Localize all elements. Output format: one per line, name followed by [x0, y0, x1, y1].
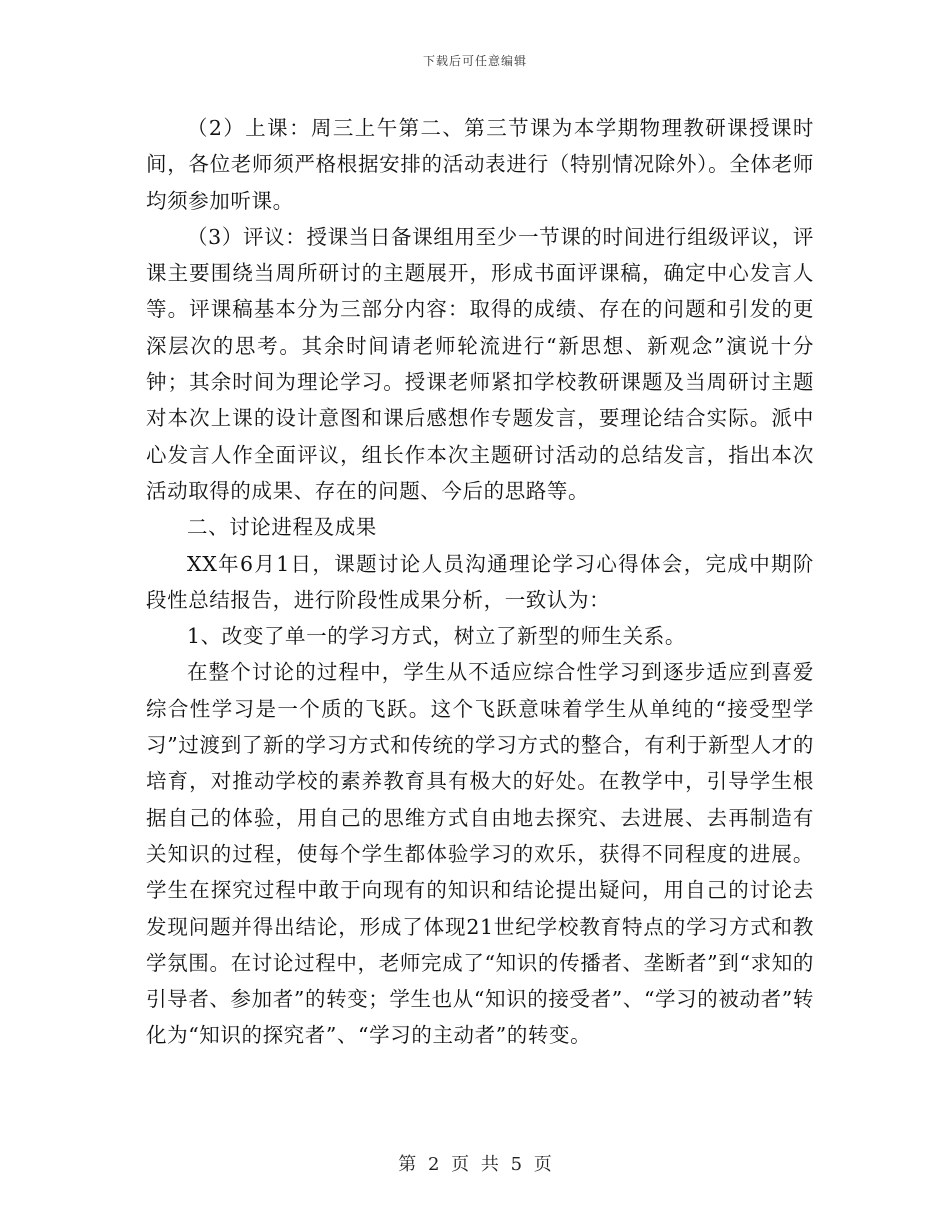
page-header: 下载后可任意编辑 [422, 54, 527, 68]
subheading-learning-style: 1、改变了单一的学习方式，树立了新型的师生关系。 [187, 624, 686, 649]
paragraph-learning-leap: 在整个讨论的过程中，学生从不适应综合性学习到逐步适应到喜爱综合性学习是一个质的飞跃。这个飞跃意味着学生从单纯的“接受型学习”过渡到了新的学习方式和传统的学习方式的整合，有利于新型人才的培育，对推动学校的素养教育具有极大的好处。在教学中，引导学生根据自己的体验，用自己的思维方式自由地去探究、去进展、去再制造有关知识的过程，使每个学生都体验学习的欢乐，获得不同程度的进展。学生在探究过程中敢于向现有的知识和结论提出疑问，用自己的讨论去发现问题并得出结论，形成了体现21世纪学校教育特点的学习方式和教学氛围。在讨论过程中，老师完成了“知识的传播者、垄断者”到“求知的引导者、参加者”的转变；学生也从“知识的接受者”、“学习的被动者”转化为“知识的探究者”、“学习的主动者”的转变。 [146, 660, 814, 1048]
page-number: 第 2 页 共 5 页 [398, 1154, 552, 1175]
paragraph-midterm-summary: XX年6月1日，课题讨论人员沟通理论学习心得体会，完成中期阶段性总结报告，进行阶段性成果分析，一致认为： [146, 551, 814, 612]
document-body [146, 110, 814, 1054]
section-heading-progress: 二、讨论进程及成果 [187, 515, 377, 540]
paragraph-class-schedule: （2）上课：周三上午第二、第三节课为本学期物理教研课授课时间，各位老师须严格根据安排的活动表进行（特别情况除外）。全体老师均须参加听课。 [146, 116, 814, 213]
paragraph-evaluation: （3）评议：授课当日备课组用至少一节课的时间进行组级评议，评课主要围绕当周所研讨的主题展开，形成书面评课稿，确定中心发言人等。评课稿基本分为三部分内容：取得的成绩、存在的问题和引发的更深层次的思考。其余时间请老师轮流进行“新思想、新观念”演说十分钟；其余时间为理论学习。授课老师紧扣学校教研课题及当周研讨主题对本次上课的设计意图和课后感想作专题发言，要理论结合实际。派中心发言人作全面评议，组长作本次主题研讨活动的总结发言，指出本次活动取得的成果、存在的问题、今后的思路等。 [146, 224, 814, 503]
